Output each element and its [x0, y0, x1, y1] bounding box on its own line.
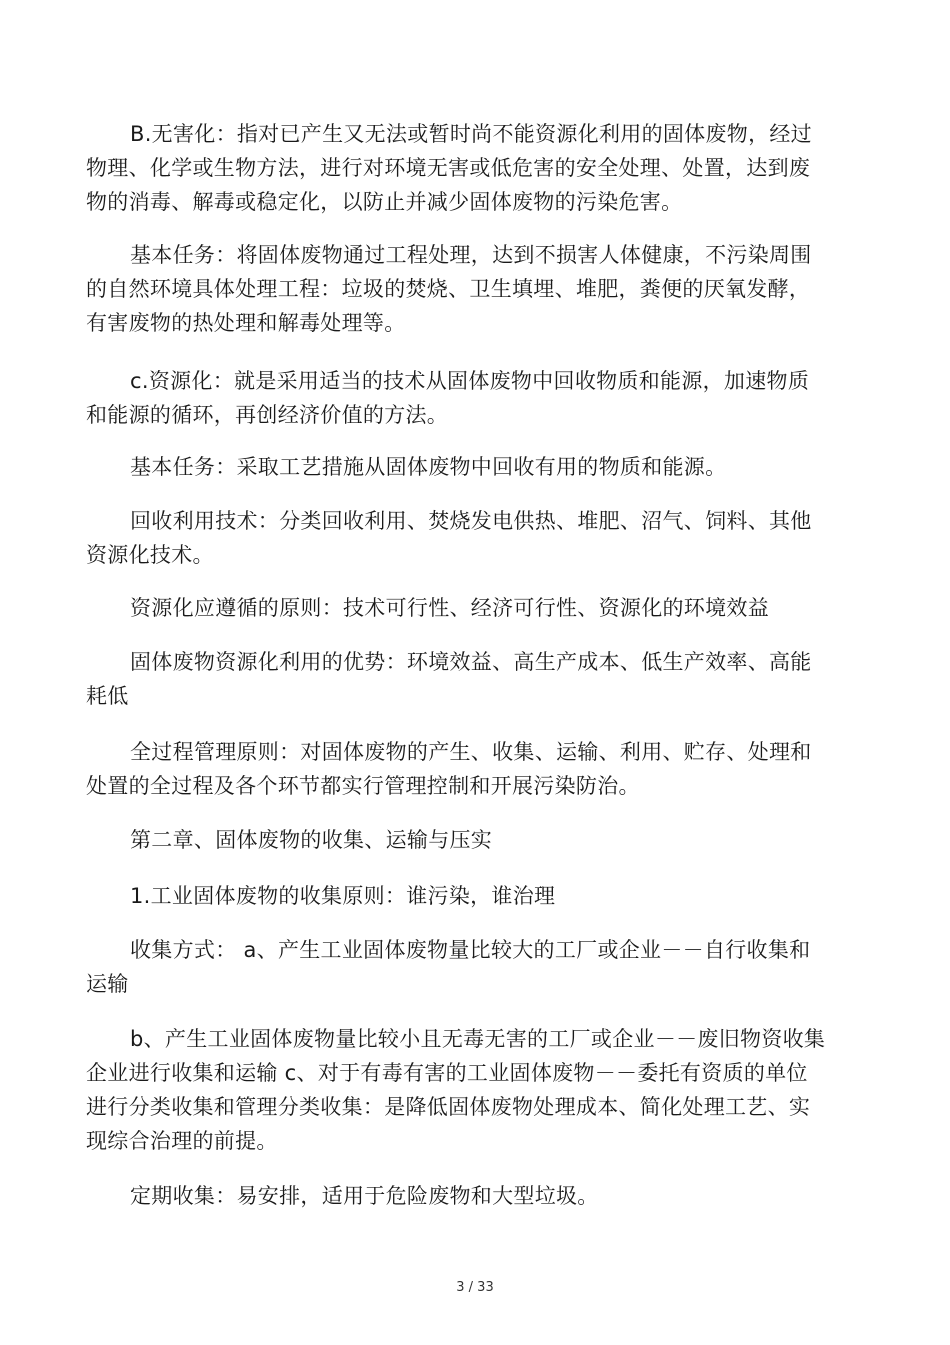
- paragraph-collection-principle: 1.工业固体废物的收集原则：谁污染，谁治理: [130, 884, 556, 908]
- paragraph-whole-process: 全过程管理原则：对固体废物的产生、收集、运输、利用、贮存、处理和处置的全过程及各个环节都实行管理控制和开展污染防治。: [86, 740, 812, 798]
- paragraph-resource-advantage: 固体废物资源化利用的优势：环境效益、高生产成本、低生产效率、高能耗低: [86, 650, 812, 708]
- paragraph-harmless-task: 基本任务：将固体废物通过工程处理，达到不损害人体健康，不污染周围的自然环境具体处理工程：垃圾的焚烧、卫生填埋、堆肥，粪便的厌氧发酵，有害废物的热处理和解毒处理等。: [86, 243, 812, 335]
- paragraph-resource: c.资源化：就是采用适当的技术从固体废物中回收物质和能源，加速物质和能源的循环，再创经济价值的方法。: [86, 369, 810, 427]
- paragraph-periodic-collection: 定期收集：易安排，适用于危险废物和大型垃圾。: [130, 1184, 599, 1208]
- paragraph-resource-task: 基本任务：采取工艺措施从固体废物中回收有用的物质和能源。: [130, 455, 727, 479]
- paragraph-collection-bc: b、产生工业固体废物量比较小且无毒无害的工厂或企业－－废旧物资收集企业进行收集和运输 c、对于有毒有害的工业固体废物－－委托有资质的单位进行分类收集和管理分类收集：是降低固体废物处理成本、简化处理工艺、实现综合治理的前提。: [86, 1027, 826, 1153]
- paragraph-collection-methods: 收集方式： a、产生工业固体废物量比较大的工厂或企业－－自行收集和运输: [86, 938, 811, 996]
- page-number: 3 / 33: [456, 1280, 494, 1295]
- paragraph-recycling-tech: 回收利用技术：分类回收利用、焚烧发电供热、堆肥、沼气、饲料、其他资源化技术。: [86, 509, 812, 567]
- chapter-heading: 第二章、固体废物的收集、运输与压实: [130, 828, 493, 852]
- paragraph-resource-principle: 资源化应遵循的原则：技术可行性、经济可行性、资源化的环境效益: [130, 596, 769, 620]
- paragraph-harmless: B.无害化：指对已产生又无法或暂时尚不能资源化利用的固体废物，经过物理、化学或生物方法，进行对环境无害或低危害的安全处理、处置，达到废物的消毒、解毒或稳定化，以防止并减少固体废物的污染危害。: [86, 122, 812, 214]
